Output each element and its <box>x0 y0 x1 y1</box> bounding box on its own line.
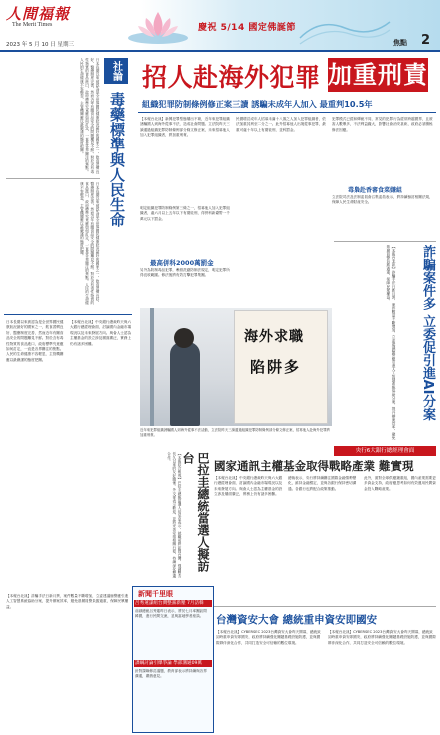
headline-main-a: 招人赴海外犯罪 <box>142 64 321 92</box>
masthead-logo: 人間福報 <box>6 5 71 23</box>
story2-col1: 【本報台北訊】中央銀行總裁昨天與六大銀行總經理會面，討論國內金融市場現況以及未來發展方向。與會人士認為主權基金的設立涉及層面廣泛，實務上仍有諸多困難。 <box>214 476 283 497</box>
brief-item2-body: 針對課綱修訂議題，教育部表示將持續與各界溝通，廣納意見。 <box>135 669 207 679</box>
story3-col2: 【本報台北訊】CYBERSEC 2023台灣資安大會昨天開幕，總統致詞時重申資安即國安，政府將持續強化關鍵基礎設施防護，並與國際夥伴深化合作，共同打造安全可信賴的數位環境。 <box>328 630 436 645</box>
photo-pole <box>150 308 154 426</box>
story1-col1b: 明定組織犯罪防制條例第三條之一，招募他人加入犯罪組織者，處六月以上五年以下有期徒刑，得併科新臺幣一千萬元以下罰金。 <box>140 206 230 221</box>
story3-rule <box>214 606 436 607</box>
left-bottom-col: 【本報台北訊】詐騙手法日新月異，案件數量不斷增加，立委建議檢警應引進人工智慧系統協助分案，提升辦案效率，避免基層員警負擔過重，保障民眾權益。 <box>6 594 129 609</box>
brief-item1-body: 前副總統呂秀蓮昨日表示，將於七月率團訪問韓國，進行民間交流，並與當地學者座談。 <box>135 609 207 619</box>
story1-col3: 犯罪模式已經和傳統不同，常見的犯罪行為經常跨越國界，且被害人數眾多，不法利益龐大，影響社會治安甚鉅，政府必須積極修法因應。 <box>332 117 433 132</box>
divider-label: 央行6大銀行總經理會面 <box>334 446 436 456</box>
photo-person <box>170 342 200 426</box>
banner-text: 慶祝 5/14 國定佛誕節 <box>198 23 296 33</box>
editorial-body-2: 日本長期以來被認為是全世界國民健康狀況最好的國家之一，飲食習慣良好、醫療制度完善，然而近年有關食品安全的問題屢見不鮮。對於含有毒性物質的食品進口，政府標準究竟應如何訂定，一直是各界關注的焦點。人民的生命健康不容輕忽，主管機關應以最嚴謹的態度把關。 <box>80 182 100 305</box>
sidebar-story-title: 詐騙案件多 立委促引進AI分案 <box>420 245 435 421</box>
editorial-divider <box>6 178 100 179</box>
left-lower-col1: 日本長期以來被認為是全世界國民健康狀況最好的國家之一，飲食習慣良好、醫療制度完善，然而近年有關食品安全的問題屢見不鮮。對於含有毒性物質的食品進口，政府標準究竟應如何訂定，一直是各界關注的焦點。人民的生命健康不容輕忽，主管機關應以最嚴謹的態度把關。 <box>6 320 64 362</box>
brief-box-title: 新聞千里眼 <box>138 590 173 598</box>
paraguay-title: 巴拉圭總統當選人擬訪台 <box>181 452 210 572</box>
story1-subhead-right: 毒梟赴香審食菜嫌組 <box>348 187 403 194</box>
photo-sign-line1: 海外求職 <box>244 329 304 345</box>
masthead-subtitle: The Merit Times <box>12 22 53 28</box>
editorial-bottom-rule <box>4 314 132 315</box>
wave-decoration-icon <box>300 8 390 48</box>
story3-col1: 【本報台北訊】CYBERSEC 2023台灣資安大會昨天開幕，總統致詞時重申資安即國安，政府將持續強化關鍵基礎設施防護，並與國際夥伴深化合作，共同打造安全可信賴的數位環境。 <box>216 630 321 645</box>
lotus-decoration-icon <box>118 4 198 48</box>
page-number: 2 <box>421 33 431 48</box>
masthead-rule <box>0 50 440 52</box>
story1-col2b: 另外為防制毒品犯罪，參照洗錢防制法規定，明定犯罪所得沒收範圍。修法後將有效打擊犯罪集團。 <box>140 268 230 278</box>
photo-person-head <box>174 328 194 348</box>
headline-main-b: 加重刑責 <box>328 58 428 92</box>
story1-subhead-left: 最高併科2000萬罰金 <box>150 259 214 267</box>
story1-col1: 【本報台北訊】新興犯罪型態層出不窮，近年來犯罪組織誘騙國人到海外從事不法，造成社會問題。立法院昨天三讀通過組織犯罪防制條例部分條文修正案，未來招募他人加入犯罪組織者，將加重刑責。 <box>140 117 230 138</box>
headline-rule <box>138 112 436 113</box>
editorial-body-1: 日本長期以來被認為是全世界國民健康狀況最好的國家之一，飲食習慣良好、醫療制度完善，然而近年有關食品安全的問題屢見不鮮。對於含有毒性物質的食品進口，政府標準究竟應如何訂定，一直是各界關注的焦點。人民的生命健康不容輕忽，主管機關應以最嚴謹的態度把關。 <box>80 58 100 174</box>
headline2: 國家通訊主權基金取得戰略產業 難實現 <box>214 459 414 473</box>
photo-caption: 近年來犯罪組織誘騙國人到海外從事不法活動，立法院昨天三讀通過組織犯罪防制條例部分條文修正案，招募他人赴海外犯罪將加重刑責。 <box>140 428 330 437</box>
editorial-title: 毒藥標準與人民生命 <box>108 92 126 227</box>
story1-col2: 民國增訂成年人招募未滿十八歲之人加入犯罪組織者，依法加重其刑至二分之一。此外招募他人出境從事犯罪，最重可處十年以上有期徒刑，並科罰金。 <box>236 117 326 132</box>
sidebar-story-body: 【本報台北訊】詐騙手法日新月異，案件數量不斷增加，立委建議檢警應引進人工智慧系統協助分案，提升辦案效率，避免基層員警負擔過重，保障民眾權益。 <box>386 245 396 440</box>
brief-item1-title: 呂秀蓮謀組台灣整黨新壓 7月訪韓 <box>134 600 212 607</box>
photo-sign-line2: 陷阱多 <box>250 358 302 376</box>
story2-col2: 總裁表示，央行將持續關注國際金融情勢變化，維持金融穩定，並與各銀行保持密切溝通。各銀行也將配合政策推動。 <box>288 476 357 491</box>
story2-col3: 此外，面對全球供應鏈重組，國內產業需要更多資金支持，政府應思考如何有效運用民間資金投入戰略產業。 <box>364 476 436 491</box>
brief-item2-title: 課綱討論引爆爭論 學部溝通09萬 <box>134 660 212 667</box>
headline-block <box>138 56 436 96</box>
story1-col3b: 立法院司法及法制委員會召集委員表示，將持續檢討相關法規，保障人民生命財產安全。 <box>332 195 433 205</box>
news-photo <box>140 308 332 426</box>
story3-title: 台灣資安大會 總統重申資安即國安 <box>216 614 378 626</box>
masthead-date: 2023 年 5 月 10 日 星期三 <box>6 42 74 48</box>
paraguay-body: 【本報綜合報導】巴拉圭總統當選人培尼亞表示，就職前將訪問台灣，強調雙方長久以來的友好關係。外交部表示歡迎，並將妥善安排相關行程，持續深化雙邊合作。 <box>167 452 182 578</box>
sidebar-rule <box>334 241 436 242</box>
left-lower-col2: 【本報台北訊】中央銀行總裁昨天與六大銀行總經理會面，討論國內金融市場現況以及未來發展方向。與會人士認為主權基金的設立涉及層面廣泛，實務上仍有諸多困難。 <box>70 320 132 346</box>
section-label: 焦點 <box>393 39 407 47</box>
headline-sub: 組織犯罪防制條例修正案三讀 誘騙未成年人加入 最重判10.5年 <box>142 99 373 109</box>
editorial-tag: 社論 <box>104 58 128 84</box>
